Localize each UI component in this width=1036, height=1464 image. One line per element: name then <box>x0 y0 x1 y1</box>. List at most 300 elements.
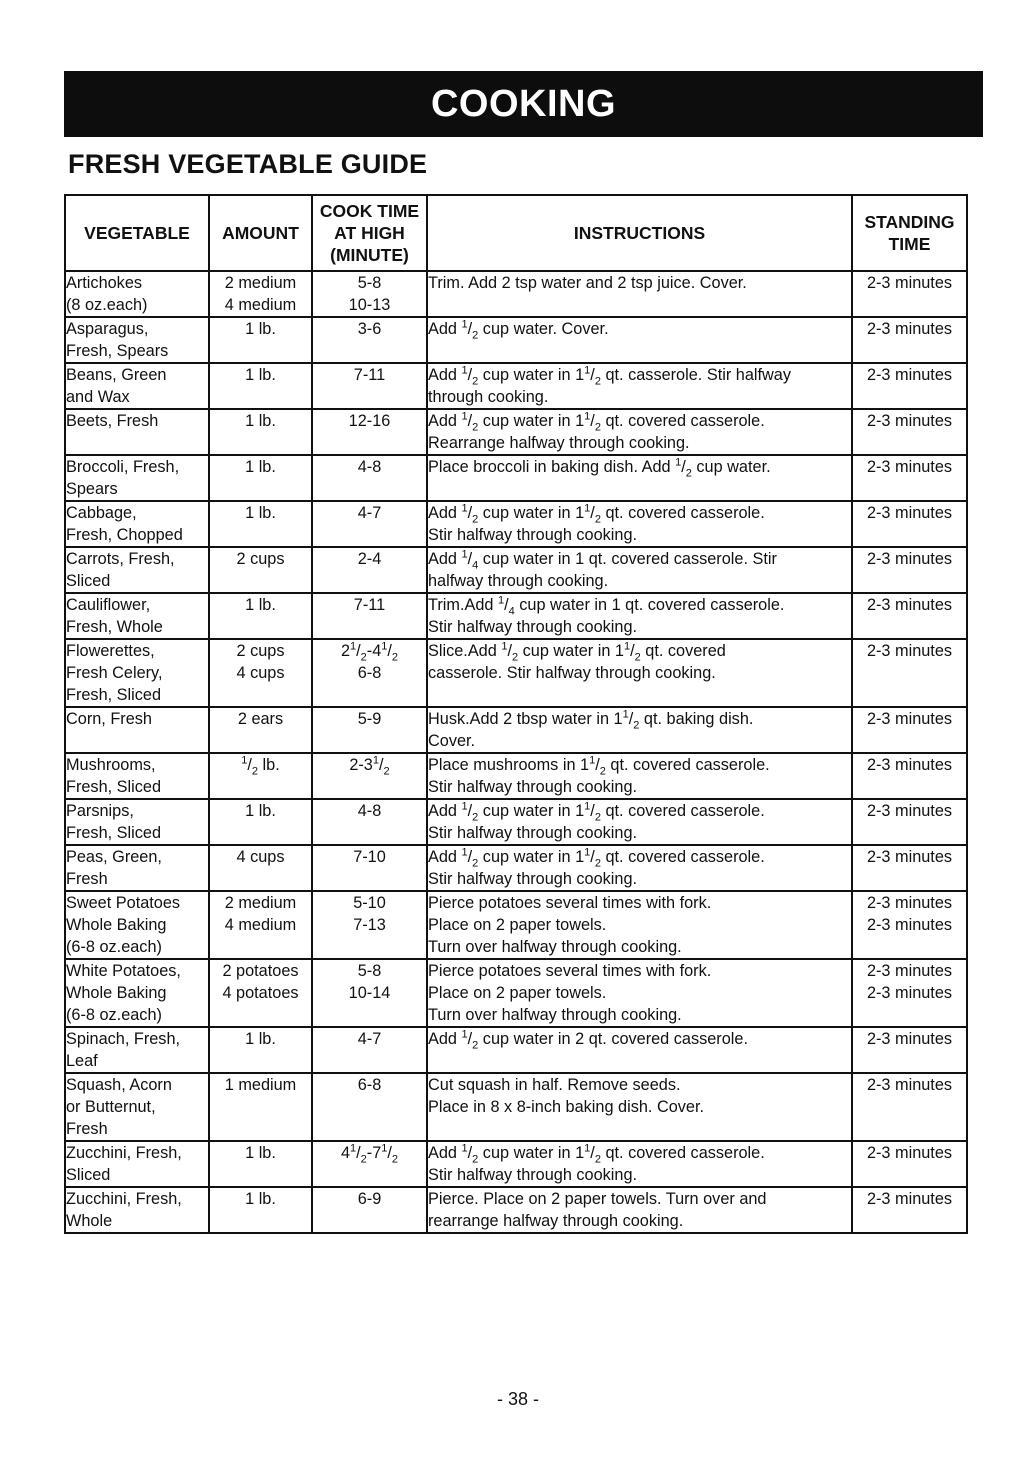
cell-line: 3-6 <box>357 320 382 338</box>
vegetable-cell <box>65 959 209 1027</box>
cell-line: Pierce. Place on 2 paper towels. Turn over and <box>428 1190 767 1208</box>
cell-line: 5-10 <box>353 894 386 912</box>
fraction-numerator: 1 <box>381 1142 388 1155</box>
table-row <box>65 639 967 707</box>
fraction-denominator: 2 <box>511 651 519 664</box>
instructions-cell <box>427 455 852 501</box>
vegetable-cell <box>65 455 209 501</box>
cell-line: $4^1/_2-7^1/_2$ <box>340 1142 399 1166</box>
cell-line: Cauliflower, <box>66 596 151 614</box>
table-row <box>65 409 967 455</box>
cell-line: Sweet Potatoes <box>66 894 181 912</box>
fraction-numerator: 1 <box>501 640 508 653</box>
fraction-numerator: 1 <box>584 410 591 423</box>
cook-time-cell <box>312 959 427 1027</box>
cook-time-cell <box>312 409 427 455</box>
cell-line: Spears <box>66 480 118 498</box>
fraction-numerator: 1 <box>350 640 357 653</box>
cook-time-cell <box>312 707 427 753</box>
amount-cell <box>209 959 312 1027</box>
cell-line: Stir halfway through cooking. <box>428 618 638 636</box>
cell-line: White Potatoes, <box>66 962 181 980</box>
cell-line: 1 lb. <box>245 802 276 820</box>
cook-time-cell <box>312 317 427 363</box>
cell-line: 2-3 minutes <box>866 848 953 866</box>
cell-line: 2-3 minutes <box>866 412 953 430</box>
cell-line: Sliced <box>66 1166 111 1184</box>
amount-cell <box>209 1027 312 1073</box>
instructions-cell <box>427 799 852 845</box>
cell-line: Pierce potatoes several times with fork. <box>428 962 712 980</box>
instructions-cell <box>427 271 852 317</box>
fraction-numerator: 1 <box>497 594 505 607</box>
cook-time-cell <box>312 799 427 845</box>
vegetable-cell <box>65 1073 209 1141</box>
cell-line: 5-8 <box>357 274 382 292</box>
cell-line: Add $^1/_2$ cup water in $1^1/_2$ qt. covered casserole. <box>428 1142 765 1166</box>
cell-line: 2-3 minutes <box>866 1076 953 1094</box>
vegetable-cell <box>65 271 209 317</box>
cell-line: halfway through cooking. <box>428 572 609 590</box>
cell-line: 1 lb. <box>245 366 276 384</box>
vegetable-cell <box>65 363 209 409</box>
cell-line: 7-10 <box>353 848 386 866</box>
fraction-denominator: 4 <box>508 605 515 618</box>
standing-time-cell <box>852 639 967 707</box>
fraction-denominator: 2 <box>685 467 692 480</box>
cell-line: 6-8 <box>357 1076 382 1094</box>
cell-line: Mushrooms, <box>66 756 156 774</box>
fraction-numerator: 1 <box>584 502 591 515</box>
cook-time-header-line: AT HIGH <box>334 223 405 243</box>
fraction-denominator: 2 <box>634 651 641 664</box>
fraction-numerator: 1 <box>461 410 468 423</box>
cell-line: 7-13 <box>353 916 386 934</box>
cell-line: 2-3 minutes <box>866 1030 953 1048</box>
cell-line: 2-3 minutes <box>866 320 953 338</box>
cell-line: Pierce potatoes several times with fork. <box>428 894 712 912</box>
cell-line: 1 lb. <box>245 596 276 614</box>
cell-line: Add $^1/_2$ cup water in $1^1/_2$ qt. covered casserole. <box>428 502 765 526</box>
amount-cell <box>209 639 312 707</box>
cook-time-cell <box>312 1027 427 1073</box>
fraction-denominator: 2 <box>594 1153 601 1166</box>
amount-cell <box>209 845 312 891</box>
cell-line: 2-3 minutes <box>866 802 953 820</box>
table-row <box>65 271 967 317</box>
cell-line: Husk.Add 2 tbsp water in $1^1/_2$ qt. baking dish. <box>428 708 754 732</box>
fraction-denominator: 2 <box>599 765 606 778</box>
vegetable-cell <box>65 501 209 547</box>
fraction-denominator: 2 <box>594 811 601 824</box>
cell-line: Rearrange halfway through cooking. <box>428 434 690 452</box>
cell-line: Asparagus, <box>66 320 149 338</box>
cell-line: 10-14 <box>348 984 391 1002</box>
instructions-cell <box>427 1187 852 1233</box>
amount-cell <box>209 891 312 959</box>
cook-time-header-line: (MINUTE) <box>330 245 409 265</box>
cell-line: Sliced <box>66 572 111 590</box>
fraction-denominator: 2 <box>472 421 479 434</box>
fraction-numerator: 1 <box>675 456 682 469</box>
cell-line: 4 medium <box>224 296 297 314</box>
page-number: - 38 - <box>496 1389 539 1409</box>
vegetable-cell <box>65 1141 209 1187</box>
cell-line: Whole Baking <box>66 916 167 934</box>
cell-line: $2-3^1/_2$ <box>349 754 390 778</box>
standing-time-cell <box>852 1187 967 1233</box>
standing-time-cell <box>852 799 967 845</box>
cell-line: Place in 8 x 8-inch baking dish. Cover. <box>428 1098 705 1116</box>
cook-time-cell <box>312 1141 427 1187</box>
cook-time-cell <box>312 845 427 891</box>
vegetable-cell <box>65 845 209 891</box>
cell-line: 1 medium <box>224 1076 297 1094</box>
standing-time-cell <box>852 593 967 639</box>
vegetable-cell <box>65 707 209 753</box>
cell-line: (8 oz.each) <box>66 296 148 314</box>
cell-line: Leaf <box>66 1052 98 1070</box>
instructions-cell <box>427 1073 852 1141</box>
fraction-numerator: 1 <box>241 754 248 767</box>
cell-line: 2-3 minutes <box>866 596 953 614</box>
cell-line: through cooking. <box>428 388 549 406</box>
vegetable-cell <box>65 891 209 959</box>
cell-line: Parsnips, <box>66 802 134 820</box>
cell-line: 4-8 <box>357 458 382 476</box>
table-row <box>65 1027 967 1073</box>
table-row <box>65 317 967 363</box>
cell-line: 6-8 <box>357 664 382 682</box>
cell-line: 5-8 <box>357 962 382 980</box>
vegetable-cell <box>65 593 209 639</box>
standing-time-cell <box>852 547 967 593</box>
cell-line: Add $^1/_2$ cup water in $1^1/_2$ qt. covered casserole. <box>428 846 765 870</box>
cell-line: Slice.Add $^1/_2$ cup water in $1^1/_2$ qt. covered <box>428 640 726 664</box>
fraction-denominator: 2 <box>472 1039 479 1052</box>
table-header-row <box>65 195 967 271</box>
cell-line: 1 lb. <box>245 1144 276 1162</box>
column-header-amount: AMOUNT <box>209 195 312 271</box>
cell-line: 2 medium <box>224 894 297 912</box>
fraction-denominator: 2 <box>472 513 479 526</box>
table-row <box>65 1141 967 1187</box>
fraction-denominator: 2 <box>391 1153 399 1166</box>
standing-time-cell <box>852 317 967 363</box>
cell-line: 2-3 minutes <box>866 916 953 934</box>
column-header-cook-time <box>312 195 427 271</box>
cell-line: 2-3 minutes <box>866 710 953 728</box>
cell-line: (6-8 oz.each) <box>66 938 162 956</box>
cell-line: $^1/_2$ lb. <box>241 754 280 778</box>
section-title: COOKING <box>430 82 617 125</box>
cell-line: 4 medium <box>224 916 297 934</box>
instructions-cell <box>427 547 852 593</box>
cell-line: 2-3 minutes <box>866 274 953 292</box>
page-title: FRESH VEGETABLE GUIDE <box>68 149 428 179</box>
cell-line: 2 ears <box>237 710 284 728</box>
cell-line: Zucchini, Fresh, <box>66 1190 182 1208</box>
cell-line: Fresh, Sliced <box>66 686 162 704</box>
cell-line: Turn over halfway through cooking. <box>428 938 682 956</box>
vegetable-cell <box>65 799 209 845</box>
vegetable-cell <box>65 547 209 593</box>
cell-line: 1 lb. <box>245 458 276 476</box>
table-row <box>65 455 967 501</box>
column-header-vegetable: VEGETABLE <box>65 195 209 271</box>
fraction-numerator: 1 <box>461 800 468 813</box>
fraction-denominator: 2 <box>391 651 399 664</box>
cell-line: 2-3 minutes <box>866 1144 953 1162</box>
vegetable-cell <box>65 1027 209 1073</box>
cell-line: Place broccoli in baking dish. Add $^1/_2$ cup water. <box>428 456 771 480</box>
cell-line: 7-11 <box>353 596 386 614</box>
fraction-denominator: 2 <box>360 651 367 664</box>
standing-header-line: STANDING <box>864 212 955 232</box>
cell-line: Cabbage, <box>66 504 137 522</box>
vegetable-cell <box>65 753 209 799</box>
fraction-denominator: 2 <box>633 719 640 732</box>
table-row <box>65 547 967 593</box>
cell-line: Whole Baking <box>66 984 167 1002</box>
cell-line: 2-3 minutes <box>866 984 953 1002</box>
cell-line: Whole <box>66 1212 113 1230</box>
cell-line: Turn over halfway through cooking. <box>428 1006 682 1024</box>
cell-line: Spinach, Fresh, <box>66 1030 181 1048</box>
fraction-denominator: 2 <box>472 811 479 824</box>
table-row <box>65 501 967 547</box>
table-body <box>65 271 967 1233</box>
instructions-cell <box>427 593 852 639</box>
cell-line: Stir halfway through cooking. <box>428 778 638 796</box>
fraction-denominator: 2 <box>594 513 601 526</box>
cell-line: 1 lb. <box>245 320 276 338</box>
table-row <box>65 707 967 753</box>
fraction-numerator: 1 <box>589 754 596 767</box>
cell-line: 4 cups <box>236 848 285 866</box>
cell-line: Add $^1/_2$ cup water in $1^1/_2$ qt. covered casserole. <box>428 800 765 824</box>
cell-line: Place on 2 paper towels. <box>428 916 607 934</box>
amount-cell <box>209 363 312 409</box>
amount-cell <box>209 1187 312 1233</box>
cell-line: 2-3 minutes <box>866 894 953 912</box>
vegetable-cell <box>65 317 209 363</box>
cell-line: 4 cups <box>236 664 285 682</box>
cell-line: Corn, Fresh <box>66 710 152 728</box>
cell-line: Fresh, Chopped <box>66 526 183 544</box>
cell-line: 7-11 <box>353 366 386 384</box>
table-row <box>65 799 967 845</box>
cell-line: Cut squash in half. Remove seeds. <box>428 1076 681 1094</box>
cell-line: 1 lb. <box>245 412 276 430</box>
standing-time-cell <box>852 959 967 1027</box>
cell-line: Add $^1/_2$ cup water in 2 qt. covered casserole. <box>428 1028 748 1052</box>
cell-line: 2-3 minutes <box>866 1190 953 1208</box>
amount-cell <box>209 501 312 547</box>
amount-cell <box>209 1073 312 1141</box>
cell-line: Fresh, Whole <box>66 618 163 636</box>
cell-line: 12-16 <box>348 412 391 430</box>
cook-time-cell <box>312 1187 427 1233</box>
cell-line: Zucchini, Fresh, <box>66 1144 182 1162</box>
cook-time-cell <box>312 1073 427 1141</box>
instructions-cell <box>427 891 852 959</box>
cell-line: 2-3 minutes <box>866 504 953 522</box>
fraction-numerator: 1 <box>461 1142 468 1155</box>
cell-line: Trim.Add $^1/_4$ cup water in 1 qt. covered casserole. <box>428 594 785 618</box>
cell-line: Fresh Celery, <box>66 664 163 682</box>
table-row <box>65 593 967 639</box>
column-header-standing-time <box>852 195 967 271</box>
fraction-numerator: 1 <box>584 364 591 377</box>
cell-line: Add $^1/_4$ cup water in 1 qt. covered casserole. Stir <box>428 548 777 572</box>
fraction-numerator: 1 <box>461 548 468 561</box>
cook-time-cell <box>312 363 427 409</box>
cell-line: (6-8 oz.each) <box>66 1006 162 1024</box>
cell-line: 2-3 minutes <box>866 458 953 476</box>
fraction-denominator: 2 <box>594 857 601 870</box>
fraction-numerator: 1 <box>623 640 631 653</box>
instructions-cell <box>427 845 852 891</box>
cell-line: 10-13 <box>348 296 391 314</box>
standing-time-cell <box>852 271 967 317</box>
section-banner <box>64 71 983 137</box>
cook-time-cell <box>312 753 427 799</box>
fraction-numerator: 1 <box>622 708 629 721</box>
table-row <box>65 1187 967 1233</box>
cell-line: Fresh, Sliced <box>66 778 162 796</box>
table-row <box>65 1073 967 1141</box>
fraction-denominator: 2 <box>594 421 601 434</box>
amount-cell <box>209 1141 312 1187</box>
cell-line: 4-8 <box>357 802 382 820</box>
cell-line: Place on 2 paper towels. <box>428 984 607 1002</box>
cell-line: Stir halfway through cooking. <box>428 870 638 888</box>
standing-time-cell <box>852 1073 967 1141</box>
instructions-cell <box>427 501 852 547</box>
standing-time-cell <box>852 753 967 799</box>
vegetable-guide-table <box>64 194 968 1234</box>
cell-line: 2 cups <box>236 550 285 568</box>
cell-line: 6-9 <box>357 1190 382 1208</box>
fraction-numerator: 1 <box>381 640 388 653</box>
cell-line: Fresh, Spears <box>66 342 169 360</box>
fraction-denominator: 2 <box>472 329 479 342</box>
fraction-numerator: 1 <box>350 1142 357 1155</box>
cell-line: Broccoli, Fresh, <box>66 458 180 476</box>
fraction-denominator: 2 <box>472 375 479 388</box>
standing-time-cell <box>852 409 967 455</box>
cell-line: Squash, Acorn <box>66 1076 172 1094</box>
amount-cell <box>209 547 312 593</box>
fraction-denominator: 2 <box>472 857 479 870</box>
cell-line: Flowerettes, <box>66 642 155 660</box>
cook-time-cell <box>312 455 427 501</box>
cell-line: 2-3 minutes <box>866 550 953 568</box>
table-row <box>65 753 967 799</box>
standing-time-cell <box>852 455 967 501</box>
cell-line: Stir halfway through cooking. <box>428 526 638 544</box>
cell-line: Add $^1/_2$ cup water in $1^1/_2$ qt. covered casserole. <box>428 410 765 434</box>
fraction-denominator: 4 <box>472 559 479 572</box>
amount-cell <box>209 409 312 455</box>
cell-line: casserole. Stir halfway through cooking. <box>428 664 716 682</box>
instructions-cell <box>427 707 852 753</box>
fraction-denominator: 2 <box>251 765 259 778</box>
cell-line: 5-9 <box>357 710 382 728</box>
vegetable-cell <box>65 1187 209 1233</box>
standing-header-line: TIME <box>888 234 931 254</box>
standing-time-cell <box>852 891 967 959</box>
fraction-numerator: 1 <box>584 1142 591 1155</box>
cell-line: Beets, Fresh <box>66 412 159 430</box>
cell-line: $2^1/_2-4^1/_2$ <box>340 640 399 664</box>
cell-line: rearrange halfway through cooking. <box>428 1212 684 1230</box>
fraction-numerator: 1 <box>584 800 591 813</box>
cell-line: or Butternut, <box>66 1098 156 1116</box>
cook-time-cell <box>312 547 427 593</box>
cook-time-cell <box>312 271 427 317</box>
table-row <box>65 845 967 891</box>
cell-line: 1 lb. <box>245 1030 276 1048</box>
cook-time-header-line: COOK TIME <box>319 201 420 221</box>
fraction-numerator: 1 <box>461 364 468 377</box>
cell-line: Artichokes <box>66 274 143 292</box>
standing-time-cell <box>852 845 967 891</box>
cell-line: 1 lb. <box>245 504 276 522</box>
cell-line: Carrots, Fresh, <box>66 550 175 568</box>
cell-line: Trim. Add 2 tsp water and 2 tsp juice. Cover. <box>428 274 747 292</box>
cook-time-cell <box>312 891 427 959</box>
fraction-denominator: 2 <box>472 1153 479 1166</box>
cell-line: Fresh, Sliced <box>66 824 162 842</box>
cell-line: Fresh <box>66 870 108 888</box>
fraction-numerator: 1 <box>461 502 468 515</box>
vegetable-cell <box>65 409 209 455</box>
standing-time-cell <box>852 363 967 409</box>
amount-cell <box>209 593 312 639</box>
cell-line: Stir halfway through cooking. <box>428 824 638 842</box>
cell-line: Stir halfway through cooking. <box>428 1166 638 1184</box>
instructions-cell <box>427 753 852 799</box>
cell-line: Add $^1/_2$ cup water in $1^1/_2$ qt. casserole. Stir halfway <box>428 364 791 388</box>
fraction-denominator: 2 <box>594 375 601 388</box>
vegetable-cell <box>65 639 209 707</box>
cell-line: 2 potatoes <box>222 962 299 980</box>
cell-line: Place mushrooms in $1^1/_2$ qt. covered casserole. <box>428 754 770 778</box>
fraction-denominator: 2 <box>383 765 390 778</box>
cell-line: 4-7 <box>357 1030 382 1048</box>
cell-line: 2-3 minutes <box>866 756 953 774</box>
column-header-instructions: INSTRUCTIONS <box>427 195 852 271</box>
fraction-denominator: 2 <box>360 1153 367 1166</box>
amount-cell <box>209 455 312 501</box>
cook-time-cell <box>312 639 427 707</box>
instructions-cell <box>427 959 852 1027</box>
cell-line: 4 potatoes <box>222 984 299 1002</box>
cell-line: Cover. <box>428 732 476 750</box>
cell-line: 2-3 minutes <box>866 366 953 384</box>
amount-cell <box>209 707 312 753</box>
table-row <box>65 959 967 1027</box>
cell-line: 2-4 <box>357 550 382 568</box>
table-row <box>65 363 967 409</box>
amount-cell <box>209 799 312 845</box>
fraction-numerator: 1 <box>584 846 591 859</box>
fraction-numerator: 1 <box>461 318 468 331</box>
instructions-cell <box>427 1027 852 1073</box>
fraction-numerator: 1 <box>372 754 379 767</box>
